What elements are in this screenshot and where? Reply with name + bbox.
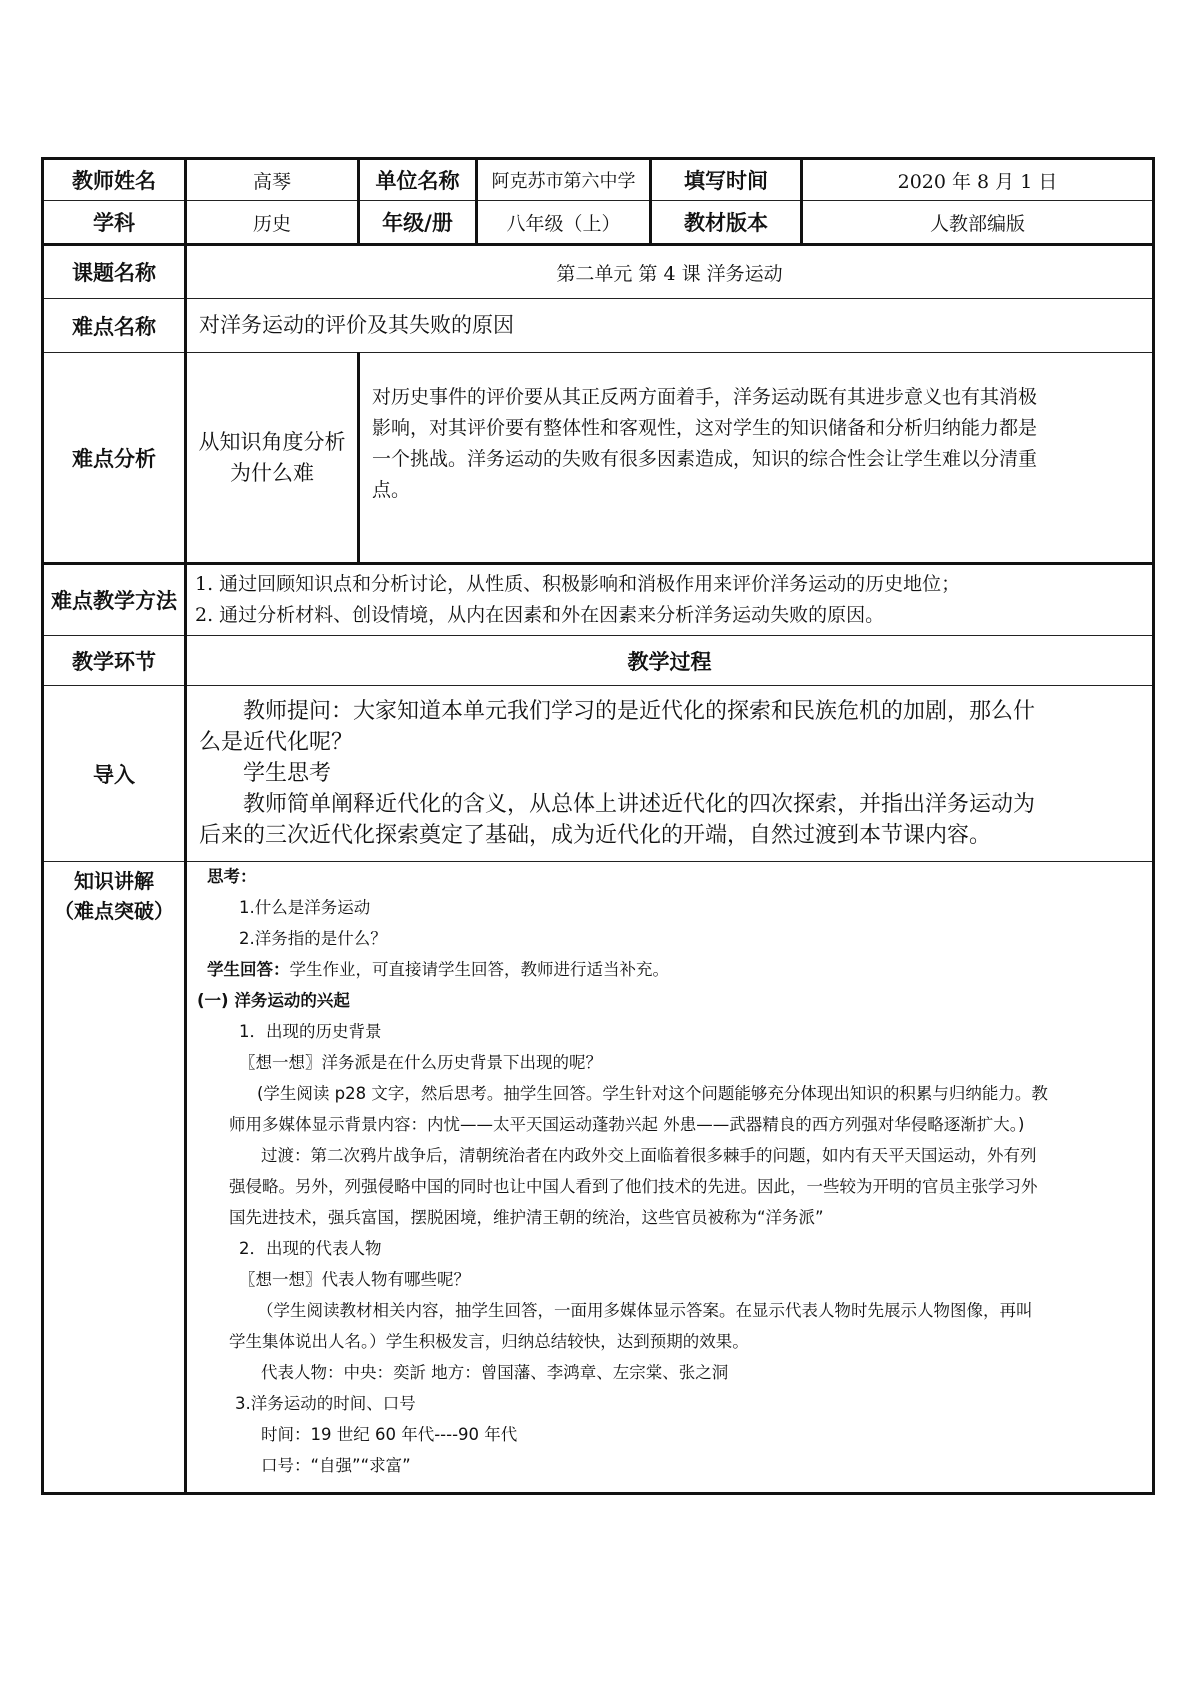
analysis-label: 难点分析	[43, 353, 186, 564]
s1-item-2: 2．出现的代表人物	[239, 1239, 382, 1258]
knowledge-label	[43, 862, 186, 1494]
intro-text	[186, 686, 1154, 862]
student-answer-text: 学生作业，可直接请学生回答，教师进行适当补充。	[289, 960, 669, 979]
intro-line-2: 么是近代化呢？	[199, 730, 354, 755]
intro-line-1: 教师提问：大家知道本单元我们学习的是近代化的探索和民族危机的加剧，那么什	[243, 699, 1036, 724]
analysis-sub-label-line-1: 从知识角度分析	[198, 429, 346, 454]
intro-line-5: 后来的三次近代化探索奠定了基础，成为近代化的开端，自然过渡到本节课内容。	[199, 823, 992, 848]
grade-label: 年级/册	[359, 201, 477, 245]
s1-slogan: 口号：“自强”“求富”	[261, 1456, 411, 1475]
question-1: 1.什么是洋务运动	[239, 898, 371, 917]
teacher-name-value: 高琴	[186, 159, 359, 201]
intro-line-4: 教师简单阐释近代化的含义，从总体上讲述近代化的四次探索，并指出洋务运动为	[243, 792, 1036, 817]
student-answer	[197, 954, 1144, 985]
knowledge-label-line-2: （难点突破）	[54, 899, 174, 923]
analysis-line-4: 点。	[372, 478, 411, 501]
subject-value: 历史	[186, 201, 359, 245]
intro-label: 导入	[43, 686, 186, 862]
subject-label: 学科	[43, 201, 186, 245]
think-title: 思考：	[207, 867, 257, 886]
fill-date-value: 2020 年 8 月 1 日	[802, 159, 1154, 201]
s1-para2-line1: 过渡：第二次鸦片战争后，清朝统治者在内政外交上面临着很多棘手的问题，如内有天平天国运动，外有列	[261, 1146, 1037, 1165]
s1-para2-line2: 强侵略。另外，列强侵略中国的同时也让中国人看到了他们技术的先进。因此，一些较为开明的官员主张学习外	[229, 1177, 1038, 1196]
knowledge-label-line-1: 知识讲解	[74, 869, 154, 893]
method-line-2: 2. 通过分析材料、创设情境，从内在因素和外在因素来分析洋务运动失败的原因。	[195, 604, 885, 626]
unit-name-label: 单位名称	[359, 159, 477, 201]
analysis-sub-label	[186, 353, 359, 564]
s1-people: 代表人物：中央：奕訢 地方：曾国藩、李鸿章、左宗棠、张之洞	[261, 1363, 729, 1382]
question-2: 2.洋务指的是什么？	[239, 929, 387, 948]
difficulty-value: 对洋务运动的评价及其失败的原因	[186, 299, 1154, 353]
s1-item-1: 1．出现的历史背景	[239, 1022, 382, 1041]
s1-think-1: 〖想一想〗洋务派是在什么历史背景下出现的呢？	[239, 1053, 602, 1072]
s1-item-3: 3.洋务运动的时间、口号	[235, 1394, 416, 1413]
section-1-title: (一) 洋务运动的兴起	[197, 991, 350, 1010]
unit-name-value: 阿克苏市第六中学	[477, 159, 651, 201]
s1-para1-line1: (学生阅读 p28 文字，然后思考。抽学生回答。学生针对这个问题能够充分体现出知识的积累与归纳能力。教	[257, 1084, 1048, 1103]
s1-para3-line2: 学生集体说出人名。）学生积极发言，归纳总结较快，达到预期的效果。	[229, 1332, 749, 1351]
method-row	[43, 564, 1154, 636]
analysis-sub-label-line-2: 为什么难	[230, 460, 314, 485]
analysis-line-1: 对历史事件的评价要从其正反两方面着手，洋务运动既有其进步意义也有其消极	[372, 385, 1038, 408]
knowledge-row	[43, 862, 1154, 1494]
analysis-line-3: 一个挑战。洋务运动的失败有很多因素造成，知识的综合性会让学生难以分清重	[372, 447, 1038, 470]
header-row-2	[43, 201, 1154, 245]
s1-para1-line2: 师用多媒体显示背景内容：内忧——太平天国运动蓬勃兴起 外患——武器精良的西方列强对华侵略逐渐扩大。)	[229, 1115, 1025, 1134]
topic-row	[43, 245, 1154, 299]
process-label: 教学过程	[186, 636, 1154, 686]
lesson-plan-form	[41, 157, 1152, 1495]
topic-value: 第二单元 第 4 课 洋务运动	[186, 245, 1154, 299]
method-line-1: 1. 通过回顾知识点和分析讨论，从性质、积极影响和消极作用来评价洋务运动的历史地位；	[195, 573, 961, 595]
s1-time: 时间：19 世纪 60 年代----90 年代	[261, 1425, 518, 1444]
section-label: 教学环节	[43, 636, 186, 686]
knowledge-content	[186, 862, 1154, 1494]
analysis-line-2: 影响，对其评价要有整体性和客观性，这对学生的知识储备和分析归纳能力都是	[372, 416, 1038, 439]
process-header-row	[43, 636, 1154, 686]
fill-date-label: 填写时间	[651, 159, 802, 201]
s1-para2-line3: 国先进技术，强兵富国，摆脱困境，维护清王朝的统治，这些官员被称为“洋务派”	[229, 1208, 824, 1227]
student-answer-lead: 学生回答：	[207, 960, 290, 979]
grade-value: 八年级（上）	[477, 201, 651, 245]
difficulty-row	[43, 299, 1154, 353]
s1-para3-line1: （学生阅读教材相关内容，抽学生回答，一面用多媒体显示答案。在显示代表人物时先展示人物图像，再叫	[257, 1301, 1033, 1320]
edition-label: 教材版本	[651, 201, 802, 245]
analysis-row	[43, 353, 1154, 564]
intro-row	[43, 686, 1154, 862]
s1-think-2: 〖想一想〗代表人物有哪些呢？	[239, 1270, 470, 1289]
teacher-name-label: 教师姓名	[43, 159, 186, 201]
edition-value: 人教部编版	[802, 201, 1154, 245]
lesson-plan-table	[41, 157, 1155, 1495]
intro-line-3: 学生思考	[243, 761, 332, 786]
method-text	[186, 564, 1154, 636]
analysis-text	[359, 353, 1154, 564]
header-row-1	[43, 159, 1154, 201]
difficulty-label: 难点名称	[43, 299, 186, 353]
topic-label: 课题名称	[43, 245, 186, 299]
method-label: 难点教学方法	[43, 564, 186, 636]
